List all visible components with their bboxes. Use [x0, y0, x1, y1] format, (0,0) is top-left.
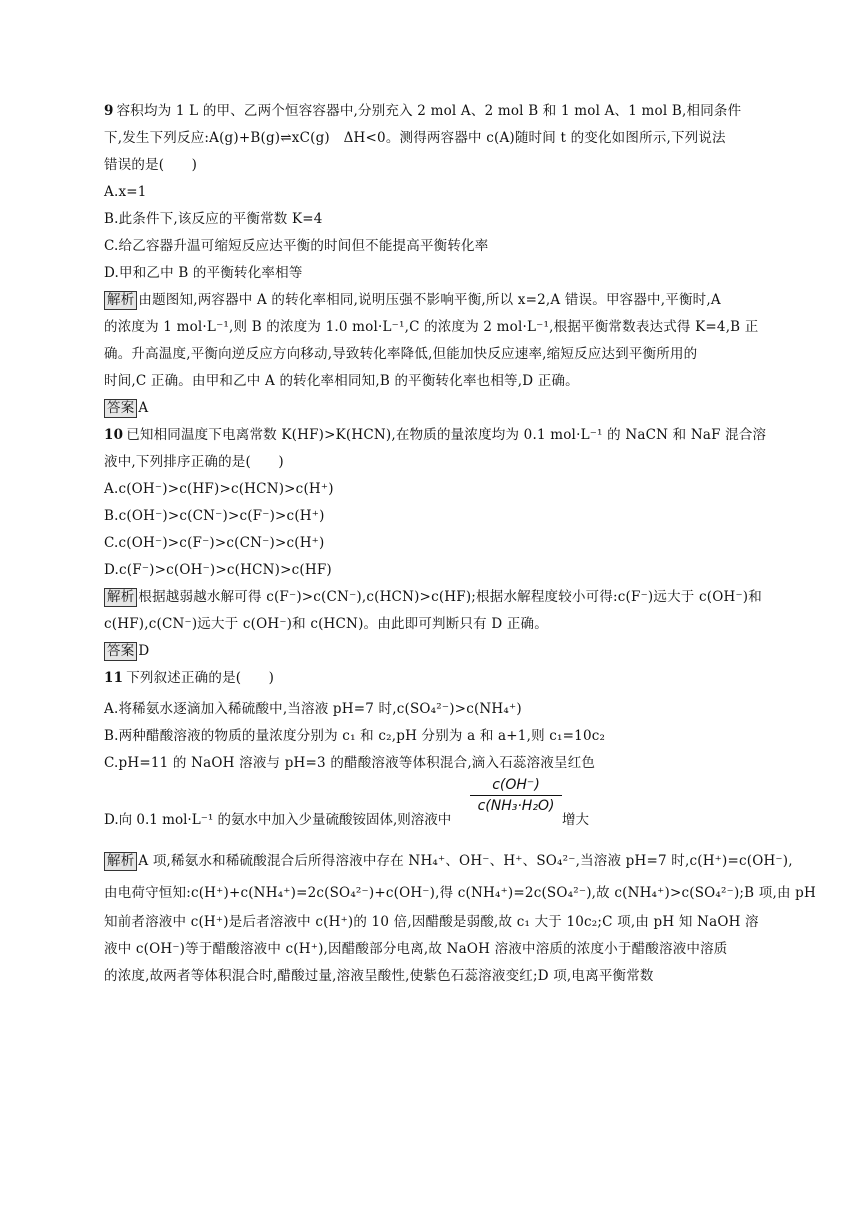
- option-c: C.pH=11 的 NaOH 溶液与 pH=3 的醋酸溶液等体积混合,滴入石蕊溶液呈红色: [104, 755, 596, 771]
- question-number: 11: [104, 670, 124, 686]
- option-b: B.两种醋酸溶液的物质的量浓度分别为 c₁ 和 c₂,pH 分别为 a 和 a+1,则 c₁=10c₂: [104, 728, 606, 744]
- analysis-text: 时间,C 正确。由甲和乙中 A 的转化率相同知,B 的平衡转化率也相等,D 正确。: [104, 373, 579, 389]
- option-d: D.c(F⁻)>c(OH⁻)>c(HCN)>c(HF): [104, 562, 332, 578]
- analysis-text: c(HF),c(CN⁻)远大于 c(OH⁻)和 c(HCN)。由此即可判断只有 D 正确。: [104, 616, 548, 632]
- analysis-text: A 项,稀氨水和稀硫酸混合后所得溶液中存在 NH₄⁺、OH⁻、H⁺、SO₄²⁻,当溶液 pH=7 时,c(H⁺)=c(OH⁻),: [138, 853, 793, 869]
- option-d: [104, 777, 764, 837]
- option-d-text: D.向 0.1 mol·L⁻¹ 的氨水中加入少量硫酸铵固体,则溶液中: [104, 812, 452, 828]
- question-11: [104, 665, 816, 990]
- fraction: [470, 777, 562, 814]
- analysis-label: 解析: [104, 291, 137, 310]
- analysis-label: 解析: [104, 588, 137, 607]
- question-stem: 液中,下列排序正确的是( ): [104, 454, 284, 470]
- analysis-text: 的浓度为 1 mol·L⁻¹,则 B 的浓度为 1.0 mol·L⁻¹,C 的浓度为 2 mol·L⁻¹,根据平衡常数表达式得 K=4,B 正: [104, 319, 759, 335]
- analysis-text: 的浓度,故两者等体积混合时,醋酸过量,溶液呈酸性,使紫色石蕊溶液变红;D 项,电离平衡常数: [104, 968, 654, 984]
- analysis-label: 解析: [104, 852, 137, 871]
- option-b: B.c(OH⁻)>c(CN⁻)>c(F⁻)>c(H⁺): [104, 508, 325, 524]
- option-c: C.c(OH⁻)>c(F⁻)>c(CN⁻)>c(H⁺): [104, 535, 325, 551]
- option-a: A.将稀氨水逐滴加入稀硫酸中,当溶液 pH=7 时,c(SO₄²⁻)>c(NH₄⁺): [104, 701, 522, 717]
- question-9: [104, 98, 764, 422]
- option-b: B.此条件下,该反应的平衡常数 K=4: [104, 211, 323, 227]
- answer-label: 答案: [104, 399, 137, 418]
- question-number: 9: [104, 103, 114, 119]
- question-stem: 下,发生下列反应:A(g)+B(g)⇌xC(g) ΔH<0。测得两容器中 c(A)随时间 t 的变化如图所示,下列说法: [104, 130, 726, 146]
- fraction-denominator: c(NH₃·H₂O): [477, 798, 555, 814]
- option-a: A.x=1: [104, 184, 147, 200]
- analysis-text: 知前者溶液中 c(H⁺)是后者溶液中 c(H⁺)的 10 倍,因醋酸是弱酸,故 c₁ 大于 10c₂;C 项,由 pH 知 NaOH 溶: [104, 914, 759, 930]
- option-c: C.给乙容器升温可缩短反应达平衡的时间但不能提高平衡转化率: [104, 238, 489, 254]
- analysis-text: 由题图知,两容器中 A 的转化率相同,说明压强不影响平衡,所以 x=2,A 错误。甲容器中,平衡时,A: [138, 292, 721, 308]
- answer-value: A: [138, 400, 149, 416]
- analysis-text: 根据越弱越水解可得 c(F⁻)>c(CN⁻),c(HCN)>c(HF);根据水解程度较小可得:c(F⁻)远大于 c(OH⁻)和: [138, 589, 762, 605]
- option-d: D.甲和乙中 B 的平衡转化率相等: [104, 265, 303, 281]
- question-stem: 下列叙述正确的是( ): [126, 670, 275, 686]
- question-stem: 错误的是( ): [104, 157, 198, 173]
- document-page: [104, 98, 816, 990]
- option-d-suffix: 增大: [562, 812, 589, 828]
- question-10: [104, 422, 767, 665]
- question-stem: 容积均为 1 L 的甲、乙两个恒容容器中,分别充入 2 mol A、2 mol B 和 1 mol A、1 mol B,相同条件: [116, 103, 742, 119]
- question-stem: 已知相同温度下电离常数 K(HF)>K(HCN),在物质的量浓度均为 0.1 mol·L⁻¹ 的 NaCN 和 NaF 混合溶: [126, 427, 767, 443]
- answer-value: D: [138, 643, 150, 659]
- analysis-text: 由电荷守恒知:c(H⁺)+c(NH₄⁺)=2c(SO₄²⁻)+c(OH⁻),得 c(NH₄⁺)=2c(SO₄²⁻),故 c(NH₄⁺)>c(SO₄²⁻);B 项,由 pH: [104, 885, 816, 901]
- question-number: 10: [104, 427, 124, 443]
- fraction-numerator: c(OH⁻): [492, 777, 540, 793]
- option-a: A.c(OH⁻)>c(HF)>c(HCN)>c(H⁺): [104, 481, 334, 497]
- answer-label: 答案: [104, 642, 137, 661]
- analysis-text: 液中 c(OH⁻)等于醋酸溶液中 c(H⁺),因醋酸部分电离,故 NaOH 溶液中溶质的浓度小于醋酸溶液中溶质: [104, 941, 728, 957]
- analysis-text: 确。升高温度,平衡向逆反应方向移动,导致转化率降低,但能加快反应速率,缩短反应达到平衡所用的: [104, 346, 698, 362]
